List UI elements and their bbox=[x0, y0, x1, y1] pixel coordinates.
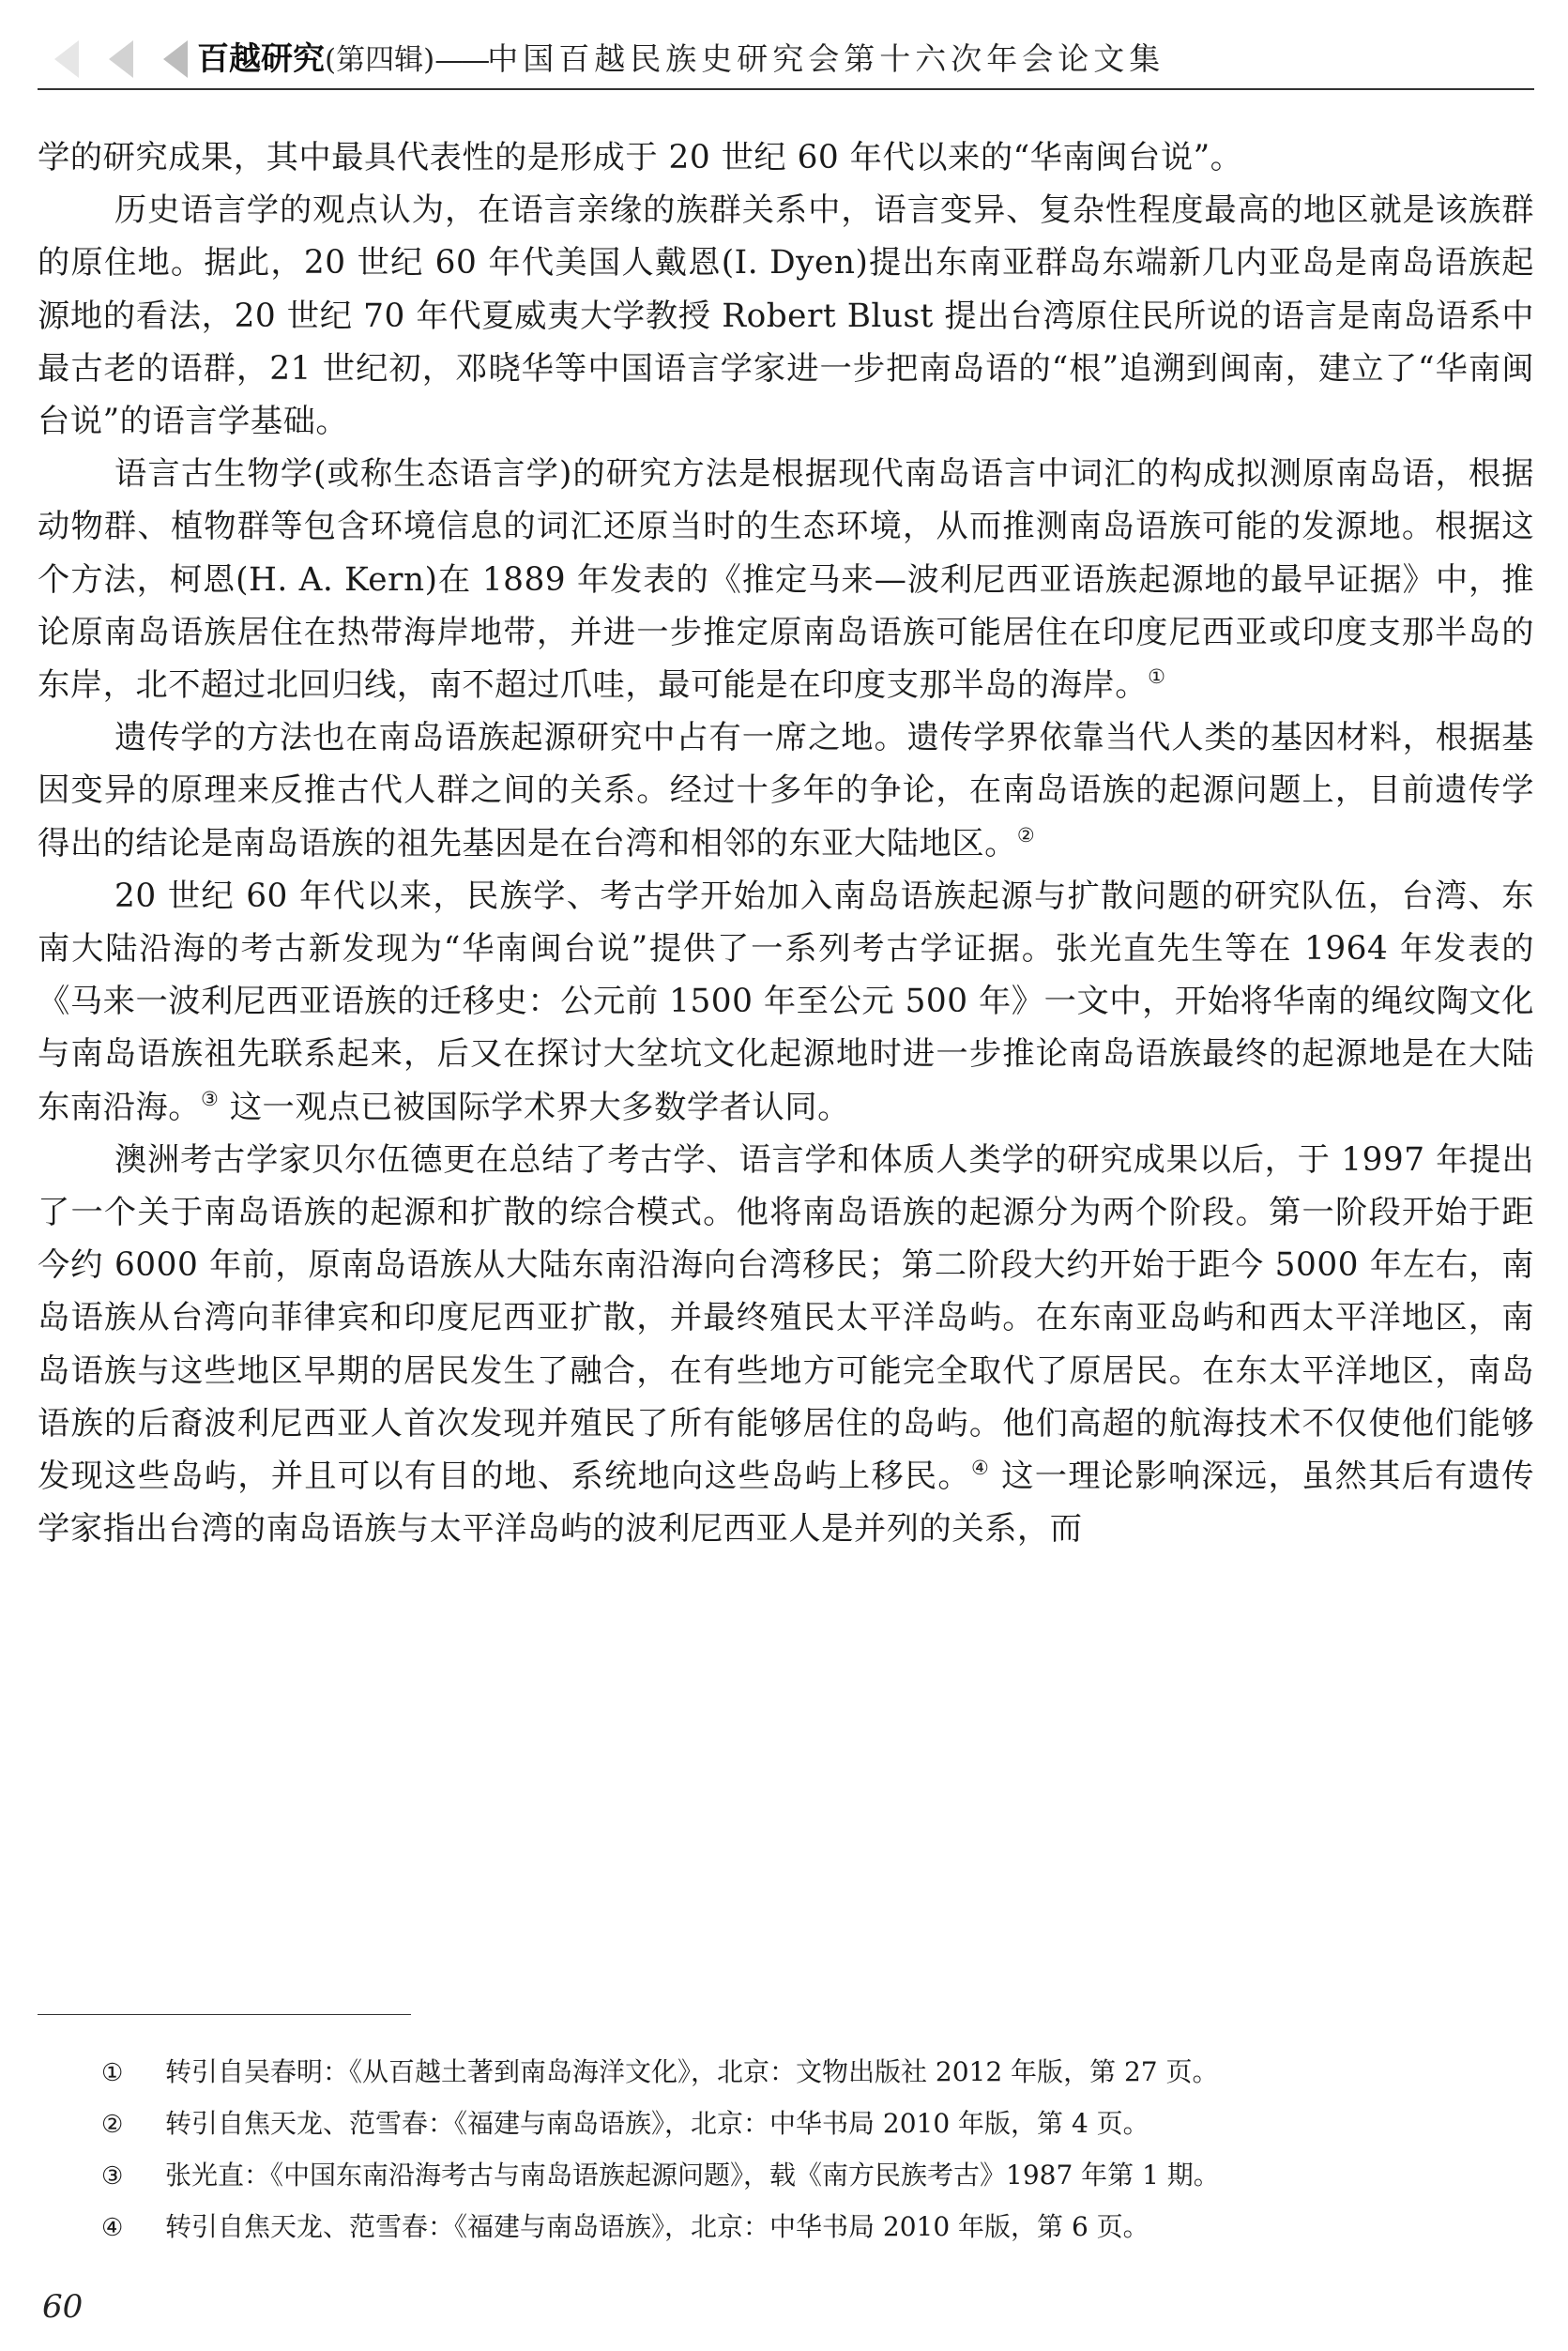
footnote-item bbox=[101, 2046, 1537, 2098]
paragraph-text-continued: 这一观点已被国际学术界大多数学者认同。 bbox=[219, 1088, 850, 1126]
footnote-number: ① bbox=[101, 2059, 124, 2087]
footnote-reference[interactable]: ④ bbox=[970, 1457, 991, 1480]
body-text bbox=[38, 131, 1534, 1555]
paragraph-text-continued: 这一理论影响深远，虽然其后有遗传学家指出台湾的南岛语族与太平洋岛屿的波利尼西亚人是并列的关系，而 bbox=[38, 1458, 1535, 1549]
footnote-number: ② bbox=[101, 2111, 124, 2139]
header-triangle-light bbox=[54, 40, 79, 78]
footnote-text: 转引自吴春明：《从百越土著到南岛海洋文化》，北京：文物出版社 2012 年版，第 27 页。 bbox=[165, 2056, 1219, 2087]
journal-name: 百越研究 bbox=[197, 40, 325, 78]
footnote-item bbox=[101, 2098, 1537, 2149]
header-title bbox=[197, 36, 1165, 83]
page-number: 60 bbox=[42, 2288, 84, 2326]
paragraph-text: 学的研究成果，其中最具代表性的是形成于 20 世纪 60 年代以来的“华南闽台说”。 bbox=[38, 139, 1243, 176]
body-paragraph bbox=[38, 184, 1534, 448]
footnote-item bbox=[101, 2149, 1537, 2201]
header-separator: —— bbox=[434, 43, 488, 77]
footnote-text: 转引自焦天龙、范雪春：《福建与南岛语族》，北京：中华书局 2010 年版，第 6 页。 bbox=[165, 2211, 1149, 2242]
footnote-reference[interactable]: ② bbox=[1016, 823, 1036, 847]
footnote-reference[interactable]: ① bbox=[1148, 665, 1166, 689]
paragraph-text: 遗传学的方法也在南岛语族起源研究中占有一席之地。遗传学界依靠当代人类的基因材料，根据基因变异的原理来反推古代人群之间的关系。经过十多年的争论，在南岛语族的起源问题上，目前遗传学得出的结论是南岛语族的祖先基因是在台湾和相邻的东亚大陆地区。 bbox=[38, 719, 1534, 863]
footnote-separator bbox=[38, 2014, 411, 2015]
body-paragraph bbox=[38, 1134, 1534, 1556]
paragraph-text: 语言古生物学(或称生态语言学)的研究方法是根据现代南岛语言中词汇的构成拟测原南岛语，根据动物群、植物群等包含环境信息的词汇还原当时的生态环境，从而推测南岛语族可能的发源地。根据这个方法，柯恩(H. A. Kern)在 1889 年发表的《推定马来—波利尼西亚语族起源地的最早证据》中，推论原南岛语族居住在热带海岸地带，并进一步推定原南岛语族可能居住在印度尼西亚或印度支那半岛的东岸，北不超过北回归线，南不超过爪哇，最可能是在印度支那半岛的海岸。 bbox=[38, 455, 1534, 705]
footnote-text: 转引自焦天龙、范雪春：《福建与南岛语族》，北京：中华书局 2010 年版，第 4 页。 bbox=[165, 2108, 1149, 2139]
header-triangle-mid bbox=[109, 40, 133, 78]
header-triangle-ornament bbox=[38, 36, 206, 83]
journal-issue: (第四辑) bbox=[325, 43, 435, 77]
body-paragraph bbox=[38, 870, 1534, 1134]
body-paragraph bbox=[38, 131, 1534, 184]
paragraph-text: 历史语言学的观点认为，在语言亲缘的族群关系中，语言变异、复杂性程度最高的地区就是该族群的原住地。据此，20 世纪 60 年代美国人戴恩(I. Dyen)提出东南亚群岛东端新几内亚岛是南岛语族起源地的看法，20 世纪 70 年代夏威夷大学教授 Robert Blust 提出台湾原住民所说的语言是南岛语系中最古老的语群，21 世纪初，邓晓华等中国语言学家进一步把南岛语的“根”追溯到闽南，建立了“华南闽台说”的语言学基础。 bbox=[38, 191, 1534, 441]
running-header bbox=[38, 28, 1534, 96]
footnote-number: ③ bbox=[101, 2162, 124, 2191]
header-rule bbox=[38, 88, 1534, 90]
body-paragraph bbox=[38, 711, 1534, 870]
journal-subtitle: 中国百越民族史研究会第十六次年会论文集 bbox=[487, 40, 1165, 77]
body-paragraph bbox=[38, 448, 1534, 711]
footnote-item bbox=[101, 2201, 1537, 2252]
footnote-reference[interactable]: ③ bbox=[201, 1087, 220, 1110]
footnotes bbox=[101, 2046, 1537, 2252]
footnote-text: 张光直：《中国东南沿海考古与南岛语族起源问题》，载《南方民族考古》1987 年第 1 期。 bbox=[165, 2160, 1220, 2191]
header-triangle-dark bbox=[163, 40, 188, 78]
footnote-number: ④ bbox=[101, 2214, 124, 2242]
paragraph-text: 澳洲考古学家贝尔伍德更在总结了考古学、语言学和体质人类学的研究成果以后，于 1997 年提出了一个关于南岛语族的起源和扩散的综合模式。他将南岛语族的起源分为两个阶段。第一阶段开始于距今约 6000 年前，原南岛语族从大陆东南沿海向台湾移民；第二阶段大约开始于距今 5000 年左右，南岛语族从台湾向菲律宾和印度尼西亚扩散，并最终殖民太平洋岛屿。在东南亚岛屿和西太平洋地区，南岛语族与这些地区早期的居民发生了融合，在有些地方可能完全取代了原居民。在东太平洋地区，南岛语族的后裔波利尼西亚人首次发现并殖民了所有能够居住的岛屿。他们高超的航海技术不仅使他们能够发现这些岛屿，并且可以有目的地、系统地向这些岛屿上移民。 bbox=[38, 1140, 1534, 1496]
paragraph-text: 20 世纪 60 年代以来，民族学、考古学开始加入南岛语族起源与扩散问题的研究队伍，台湾、东南大陆沿海的考古新发现为“华南闽台说”提供了一系列考古学证据。张光直先生等在 1964 年发表的《马来一波利尼西亚语族的迁移史：公元前 1500 年至公元 500 年》一文中，开始将华南的绳纹陶文化与南岛语族祖先联系起来，后又在探讨大坌坑文化起源地时进一步推论南岛语族最终的起源地是在大陆东南沿海。 bbox=[38, 877, 1534, 1126]
